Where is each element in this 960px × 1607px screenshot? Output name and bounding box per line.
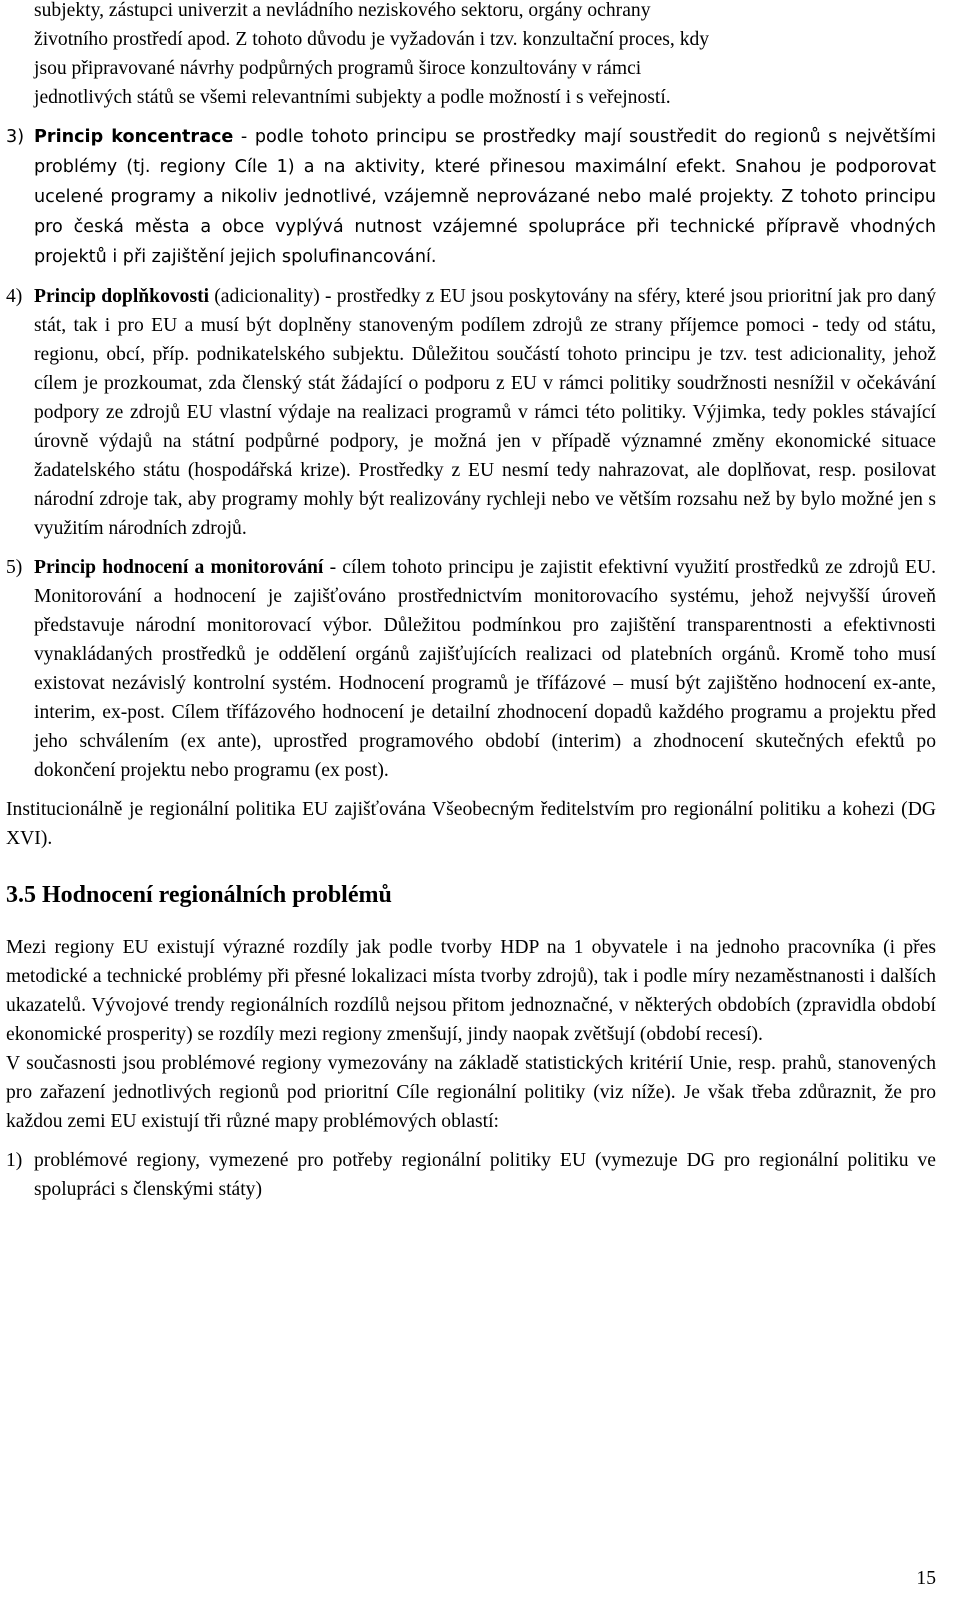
body-paragraph: Mezi regiony EU existují výrazné rozdíly jak podle tvorby HDP na 1 obyvatele i na jednoho pracovníka (i přes metodické a technické problémy při přesné lokalizaci místa tvorby zdrojů), tak i podle míry nezaměstnanosti i dalších ukazatelů. Vývojové trendy regionálních rozdílů nejsou přitom jednoznačné, v některých obdobích (zpravidla období ekonomické prosperity) se rozdíly mezi regiony zmenšují, jindy naopak zvětšují (období recesí). — [6, 937, 936, 1045]
item-number: 1) — [6, 1150, 23, 1171]
principle-item-5 — [6, 553, 936, 785]
intro-line: jsou připravované návrhy podpůrných programů široce konzultovány v rámci — [34, 58, 642, 79]
item-number: 4) — [6, 286, 23, 307]
intro-line: jednotlivých států se všemi relevantními subjekty a podle možností i s veřejností. — [34, 87, 671, 108]
intro-line: subjekty, zástupci univerzit a nevládního neziskového sektoru, orgány ochrany — [34, 0, 651, 21]
document-page — [6, 0, 936, 1204]
item-number: 3) — [6, 127, 25, 147]
item-title: Princip koncentrace — [34, 127, 234, 147]
institutional-paragraph: Institucionálně je regionální politika EU zajišťována Všeobecným ředitelstvím pro regionální politiku a kohezi (DG XVI). — [6, 799, 936, 849]
item-text: Princip hodnocení a monitorování - cílem tohoto principu je zajistit efektivní využití prostředků ze zdrojů EU. Monitorování a hodnocení je zajišťováno prostřednictvím monitorovacího systému, jehož nejvyšší úroveň představuje národní monitorovací výbor. Důležitou podmínkou pro zajištění transparentnosti a efektivnosti vynakládaných prostředků je oddělení orgánů zajišťujících realizaci od platebních orgánů. Kromě toho musí existovat nezávislý kontrolní systém. Hodnocení programů je třífázové – musí být zajištěno hodnocení ex-ante, interim, ex-post. Cílem třífázového hodnocení je detailní zhodnocení dopadů každého programu a projektu před jeho schválením (ex ante), uprostřed programového období (interim) a zhodnocení skutečných efektů po dokončení projektu nebo programu (ex post). — [34, 557, 936, 781]
item-text: problémové regiony, vymezené pro potřeby regionální politiky EU (vymezuje DG pro regionální politiku ve spolupráci s členskými státy) — [34, 1150, 936, 1200]
item-text: Princip koncentrace - podle tohoto principu se prostředky mají soustředit do regionů s největšími problémy (tj. regiony Cíle 1) a na aktivity, které přinesou maximální efekt. Snahou je podporovat ucelené programy a nikoliv jednotlivé, vzájemně neprovázané nebo malé projekty. Z tohoto principu pro česká města a obce vyplývá nutnost vzájemné spolupráce při technické přípravě vhodných projektů i při zajištění jejich spolufinancování. — [34, 127, 936, 267]
item-title: Princip hodnocení a monitorování — [34, 557, 324, 578]
principle-item-4 — [6, 282, 936, 543]
body-paragraph: V současnosti jsou problémové regiony vymezovány na základě statistických kritérií Unie, resp. prahů, stanovených pro zařazení jednotlivých regionů pod prioritní Cíle regionální politiky (viz níže). Je však třeba zdůraznit, že pro každou zemi EU existují tři různé mapy problémových oblastí: — [6, 1053, 936, 1132]
page-number: 15 — [916, 1568, 936, 1589]
principle-item-3 — [6, 122, 936, 272]
intro-line: životního prostředí apod. Z tohoto důvodu je vyžadován i tzv. konzultační proces, kdy — [34, 29, 710, 50]
item-text: Princip doplňkovosti (adicionality) - prostředky z EU jsou poskytovány na sféry, které jsou prioritní jak pro daný stát, tak i pro EU a musí být doplněny stanoveným podílem zdrojů ze strany příjemce pomoci - tedy od státu, regionu, obcí, příp. podnikatelského subjektu. Důležitou součástí tohoto principu je tzv. test adicionality, jehož cílem je prozkoumat, zda členský stát žádající o podporu z EU v rámci politiky soudržnosti nesnížil v očekávání podpory ze zdrojů EU vlastní výdaje na realizaci programů v rámci této politiky. Výjimka, tedy pokles stávající úrovně výdajů na státní podpůrné podpory, je možná jen v případě významné změny ekonomické situace žadatelského státu (hospodářská krize). Prostředky z EU nesmí tedy nahrazovat, ale doplňovat, resp. posilovat národní zdroje tak, aby programy mohly být realizovány rychleji nebo ve větším rozsahu než by bylo možné jen s využitím národních zdrojů. — [34, 286, 936, 539]
list-item-1 — [6, 1146, 936, 1204]
item-number: 5) — [6, 557, 23, 578]
item-title: Princip doplňkovosti — [34, 286, 210, 307]
section-heading: 3.5 Hodnocení regionálních problémů — [6, 882, 392, 908]
intro-paragraph — [6, 0, 936, 112]
